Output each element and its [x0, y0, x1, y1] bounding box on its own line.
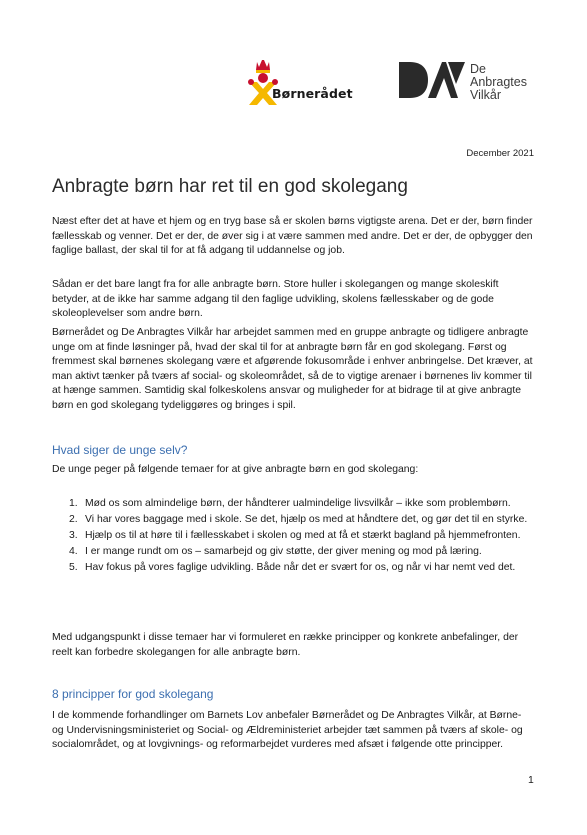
intro-paragraph-2: Sådan er det bare langt fra for alle anbragte børn. Store huller i skolegangen og mange skoleskift betyder, at de ikke har samme adgang til den faglige udvikling, skolens fællesskaber og de gode skoleoplevelser som andre børn. — [52, 279, 499, 320]
section-closing-paragraph: Med udgangspunkt i disse temaer har vi formuleret en række principper og konkrete anbefalinger, der reelt kan forbedre skolegangen for alle anbragte børn. — [52, 632, 519, 658]
boernerraadet-logo-text: Børnerådet — [272, 86, 353, 101]
section-heading-principles: 8 principper for god skolegang — [52, 687, 214, 701]
list-item-number: 2. — [69, 514, 78, 526]
dav-logo-line-2: Anbragtes — [470, 75, 527, 89]
principles-paragraph: I de kommende forhandlinger om Barnets Lov anbefaler Børnerådet og De Anbragtes Vilkår, at Børne- og Undervisningsministeriet og Social- og Ældreministeriet arbejder tæt sammen på tværs af skole- og socialområdet, og at lovgivnings- og reformarbejdet vurderes med afsæt i følgende otte principper. — [52, 710, 523, 751]
dav-logo-text — [470, 63, 527, 102]
list-item — [52, 561, 534, 576]
list-item-text: Vi har vores baggage med i skole. Se det, hjælp os med at håndtere det, og gør det til en styrke. — [85, 514, 528, 526]
list-item-number: 1. — [69, 498, 78, 509]
document-title: Anbragte børn har ret til en god skolegang — [52, 176, 408, 197]
de-anbragtes-vilkaar-logo — [398, 60, 538, 110]
list-item-text: Hjælp os til at høre til i fællesskabet i skolen og med at få et stærkt bagland på hjemmefronten. — [85, 530, 521, 542]
list-item — [52, 497, 534, 512]
boernerraadet-logo — [243, 58, 380, 108]
dav-logo-line-1: De — [470, 62, 486, 76]
section-heading-young-people: Hvad siger de unge selv? — [52, 443, 188, 457]
dav-monogram-icon — [398, 60, 466, 100]
list-item-text: Hav fokus på vores faglige udvikling. Både når det er svært for os, og når vi har nemt ved det. — [85, 562, 516, 574]
list-item-number: 5. — [69, 562, 78, 574]
list-item-text: I er mange rundt om os – samarbejd og giv støtte, der giver mening og mod på læring. — [85, 546, 482, 558]
list-item — [52, 513, 534, 528]
intro-paragraph-1: Næst efter det at have et hjem og en tryg base så er skolen børns vigtigste arena. Det er der, børn finder fællesskab og venner. Det er der, de øver sig i at være sammen med andre. Det er der, de opbygger den faglige ballast, der skal til for at få adgang til uddannelse og job. — [52, 216, 533, 257]
themes-list — [52, 497, 534, 577]
list-item — [52, 529, 534, 544]
list-item-number: 3. — [69, 530, 78, 542]
list-item — [52, 545, 534, 560]
intro-paragraph-3: Børnerådet og De Anbragtes Vilkår har arbejdet sammen med en gruppe anbragte og tidligere anbragte unge om at finde løsninger på, hvad der skal til for at anbragte børn får en god skolegang. Først og fremmest skal børnenes skolegang være et afgørende fokusområde i enhver anbringelse. Det kræver, at man aktivt tænker på tværs af social- og skoleområdet, så de to vigtige arenaer i børnenes liv kommer til at hænge sammen. Samtidig skal folkeskolens ansvar og muligheder for at bidrage til at give anbragte børn en god skolegang tydeliggøres og bringes i spil. — [52, 327, 533, 411]
list-item-number: 4. — [69, 546, 78, 558]
list-item-text: Mød os som almindelige børn, der håndterer ualmindelige livsvilkår – ikke som problembørn. — [85, 498, 511, 509]
document-date: December 2021 — [466, 148, 534, 159]
section-lead: De unge peger på følgende temaer for at give anbragte børn en god skolegang: — [52, 464, 419, 475]
page-number: 1 — [528, 775, 534, 786]
dav-logo-line-3: Vilkår — [470, 88, 502, 102]
